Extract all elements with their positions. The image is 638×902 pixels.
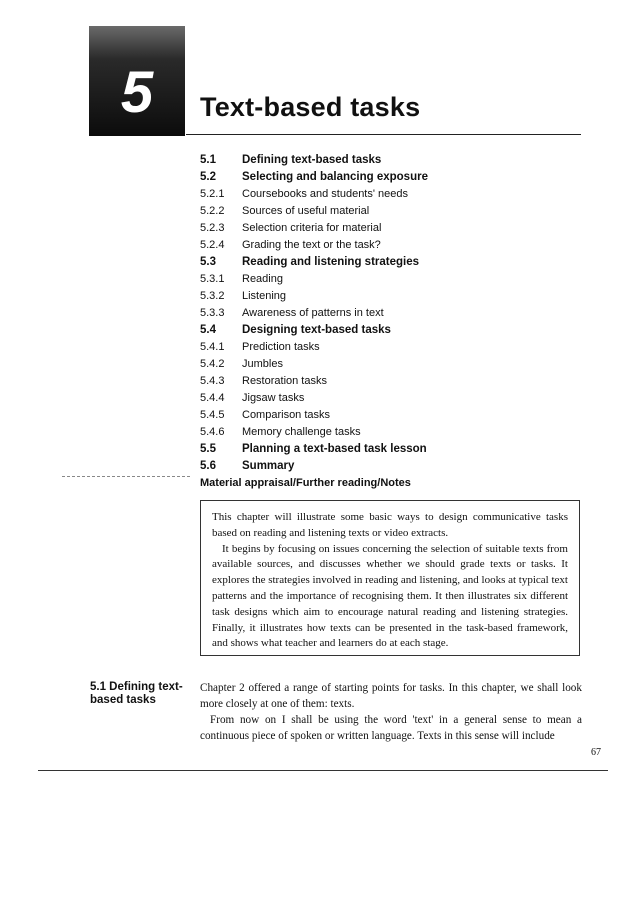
chapter-number-block <box>89 26 185 136</box>
toc-item-number: 5.6 <box>200 460 216 472</box>
toc-item-number: 5.2.4 <box>200 239 225 251</box>
toc-item-number: 5.4.6 <box>200 426 225 438</box>
toc-item-label: Memory challenge tasks <box>242 426 361 438</box>
toc-item-label: Jigsaw tasks <box>242 392 305 404</box>
toc-item-label: Summary <box>242 460 295 472</box>
body-paragraph-1: Chapter 2 offered a range of starting points for tasks. In this chapter, we shall look more closely at one of them: texts. <box>200 682 582 710</box>
toc-item-number: 5.4 <box>200 324 216 336</box>
toc-item <box>200 458 580 475</box>
toc-item <box>200 271 580 288</box>
toc-item-label: Prediction tasks <box>242 341 320 353</box>
toc-item-number: 5.2.3 <box>200 222 225 234</box>
toc-item-number: 5.3 <box>200 256 216 268</box>
toc-item-number: 5.4.1 <box>200 341 225 353</box>
toc-item-number: 5.2.1 <box>200 188 225 200</box>
chapter-number: 5 <box>120 60 154 125</box>
toc-item <box>200 322 580 339</box>
toc-item-number: 5.4.4 <box>200 392 225 404</box>
toc-item <box>200 220 580 237</box>
toc-item <box>200 390 580 407</box>
toc-item-number: 5.3.2 <box>200 290 225 302</box>
section-body <box>200 680 582 744</box>
toc-item-label: Selection criteria for material <box>242 222 382 234</box>
toc-item <box>200 169 580 186</box>
toc-item <box>200 152 580 169</box>
chapter-summary-box <box>200 500 580 656</box>
summary-paragraph-2: It begins by focusing on issues concerning the selection of suitable texts from available sources, and discusses whether we should grade texts or tasks. It explores the strategies involved in reading and listening, and looks at typical text patterns and the importance of recognising them. It then illustrates six different task designs which aim to encourage natural reading and listening strategies. Finally, it illustrates how texts can be presented in the task-based framework, and shows what teacher and learners do at each stage. <box>212 542 568 650</box>
toc-item-label: Awareness of patterns in text <box>242 307 384 319</box>
toc-item <box>200 203 580 220</box>
toc-item-number: 5.5 <box>200 443 216 455</box>
toc-item <box>200 475 580 492</box>
toc-item-label: Restoration tasks <box>242 375 327 387</box>
toc-item-label: Jumbles <box>242 358 283 370</box>
toc-item-number: 5.3.3 <box>200 307 225 319</box>
toc-item <box>200 356 580 373</box>
section-side-heading: 5.1 Defining text-based tasks <box>90 681 183 706</box>
toc-item-label: Sources of useful material <box>242 205 370 217</box>
toc-item <box>200 441 580 458</box>
toc-item-number: 5.2.2 <box>200 205 225 217</box>
toc-item-label: Designing text-based tasks <box>242 324 391 336</box>
chapter-title: Text-based tasks <box>200 92 421 122</box>
table-of-contents <box>200 152 580 492</box>
toc-item <box>200 186 580 203</box>
toc-item <box>200 254 580 271</box>
toc-item <box>200 407 580 424</box>
toc-item-number: 5.1 <box>200 154 216 166</box>
toc-item-number: 5.3.1 <box>200 273 225 285</box>
toc-item <box>200 305 580 322</box>
toc-item <box>200 288 580 305</box>
body-paragraph-2: From now on I shall be using the word 'text' in a general sense to mean a continuous piece of spoken or written language. Texts in this sense will include <box>200 714 582 742</box>
toc-item-label: Grading the text or the task? <box>242 239 381 251</box>
title-rule <box>186 134 581 135</box>
toc-item-label: Defining text-based tasks <box>242 154 382 166</box>
toc-item-label: Coursebooks and students' needs <box>242 188 408 200</box>
toc-item-label: Selecting and balancing exposure <box>242 171 428 183</box>
bottom-rule <box>38 770 608 771</box>
summary-paragraph-1: This chapter will illustrate some basic ways to design communicative tasks based on reading and listening texts or video extracts. <box>212 511 568 539</box>
toc-item-label: Material appraisal/Further reading/Notes <box>200 477 411 489</box>
toc-item <box>200 237 580 254</box>
toc-item-label: Comparison tasks <box>242 409 331 421</box>
toc-item-label: Reading and listening strategies <box>242 256 420 268</box>
toc-item-number: 5.4.3 <box>200 375 225 387</box>
toc-item-label: Reading <box>242 273 283 285</box>
toc-item <box>200 373 580 390</box>
toc-item-number: 5.4.2 <box>200 358 225 370</box>
dashed-divider <box>62 476 190 477</box>
page-number: 67 <box>591 747 601 758</box>
toc-item-label: Planning a text-based task lesson <box>242 443 427 455</box>
toc-item-number: 5.2 <box>200 171 216 183</box>
toc-item <box>200 339 580 356</box>
toc-item-label: Listening <box>242 290 287 302</box>
toc-item <box>200 424 580 441</box>
toc-item-number: 5.4.5 <box>200 409 225 421</box>
